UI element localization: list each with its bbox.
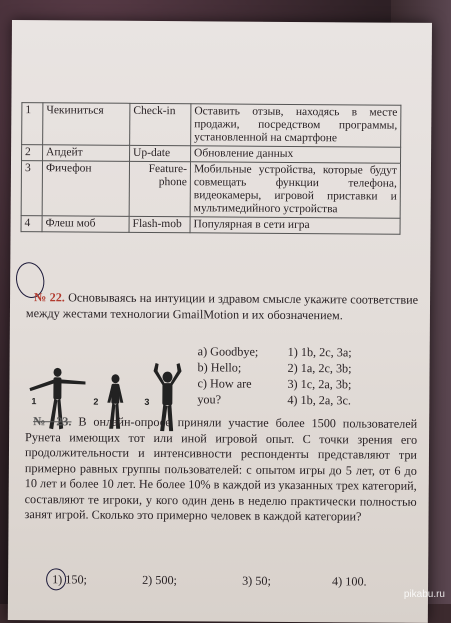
task-22-text: Основываясь на интуиции и здравом смысле укажите соответствие между жестами технологии GmailMotion и их обозначением. — [25, 290, 419, 322]
option-hello: b) Hello; — [197, 360, 242, 375]
match-option: 3) 1c, 2a, 3b; — [287, 376, 352, 392]
gesture-names — [197, 343, 258, 407]
task-23-answers — [52, 572, 382, 589]
option-you: you? — [197, 392, 222, 407]
term-english: Up-date — [130, 145, 191, 161]
row-number: 1 — [22, 103, 43, 145]
row-number: 4 — [21, 216, 42, 232]
term-russian: Апдейт — [43, 145, 130, 162]
answer-option: 3) 50; — [242, 573, 271, 588]
match-option: 2) 1a, 2c, 3b; — [287, 360, 352, 376]
terms-table — [21, 102, 402, 235]
match-options — [287, 344, 351, 408]
term-russian: Фичефон — [42, 161, 129, 217]
term-english: Feature-phone — [129, 161, 190, 216]
table-row — [21, 216, 400, 235]
term-english: Check-in — [130, 103, 191, 145]
term-description: Обновление данных — [191, 146, 401, 163]
answer-option: 4) 100. — [332, 574, 367, 589]
figure-label: 3 — [144, 396, 150, 407]
handwritten-answer-circle — [46, 568, 66, 590]
term-russian: Флеш моб — [42, 216, 129, 233]
watermark: pikabu.ru — [403, 589, 445, 600]
row-number: 2 — [22, 145, 43, 161]
option-how-are: c) How are — [197, 376, 252, 391]
term-description: Мобильные устройства, которые будут совмещать функции телефона, видеокамеры, игровой приставки и мультимедийного устройства — [190, 162, 400, 218]
task-23-text: В онлайн-опросе приняли участие более 1500 пользователей Рунета имеющих тот или иной игровой опыт. С точки зрения его продолжительности и интенсивности респонденты представляют три примерно равных группы пользователей: с опытом игры до 5 лет, от 6 до 10 лет и более 10 лет. Не более 10% в каждой из указанных трех категорий, составляют те игроки, у кого один день в неделю практически полностью занят игрой. Сколько это примерно человек в каждой категории? — [24, 414, 418, 524]
row-number: 3 — [21, 161, 42, 216]
figure-label: 2 — [93, 396, 99, 407]
textbook-page — [8, 20, 432, 623]
answer-option: 2) 500; — [142, 572, 178, 588]
match-option: 4) 1b, 2a, 3c. — [287, 392, 352, 408]
task-23-number: № 23. — [33, 414, 72, 429]
term-description: Оставить отзыв, находясь в месте продажи, посредством программы, установленной на смартфоне — [191, 104, 401, 147]
option-goodbye: a) Goodbye; — [197, 344, 259, 359]
table-row — [21, 161, 400, 219]
task-23 — [24, 414, 417, 525]
term-russian: Чекиниться — [43, 103, 130, 146]
answer-option: 1) 150; — [52, 572, 88, 587]
figure-label: 1 — [31, 396, 37, 407]
term-description: Популярная в сети игра — [190, 217, 400, 234]
task-22-number: № 22. — [34, 290, 65, 305]
match-option: 1) 1b, 2c, 3a; — [287, 344, 352, 360]
task-22 — [26, 290, 418, 324]
term-english: Flash-mob — [129, 216, 190, 232]
table-row — [22, 103, 401, 148]
